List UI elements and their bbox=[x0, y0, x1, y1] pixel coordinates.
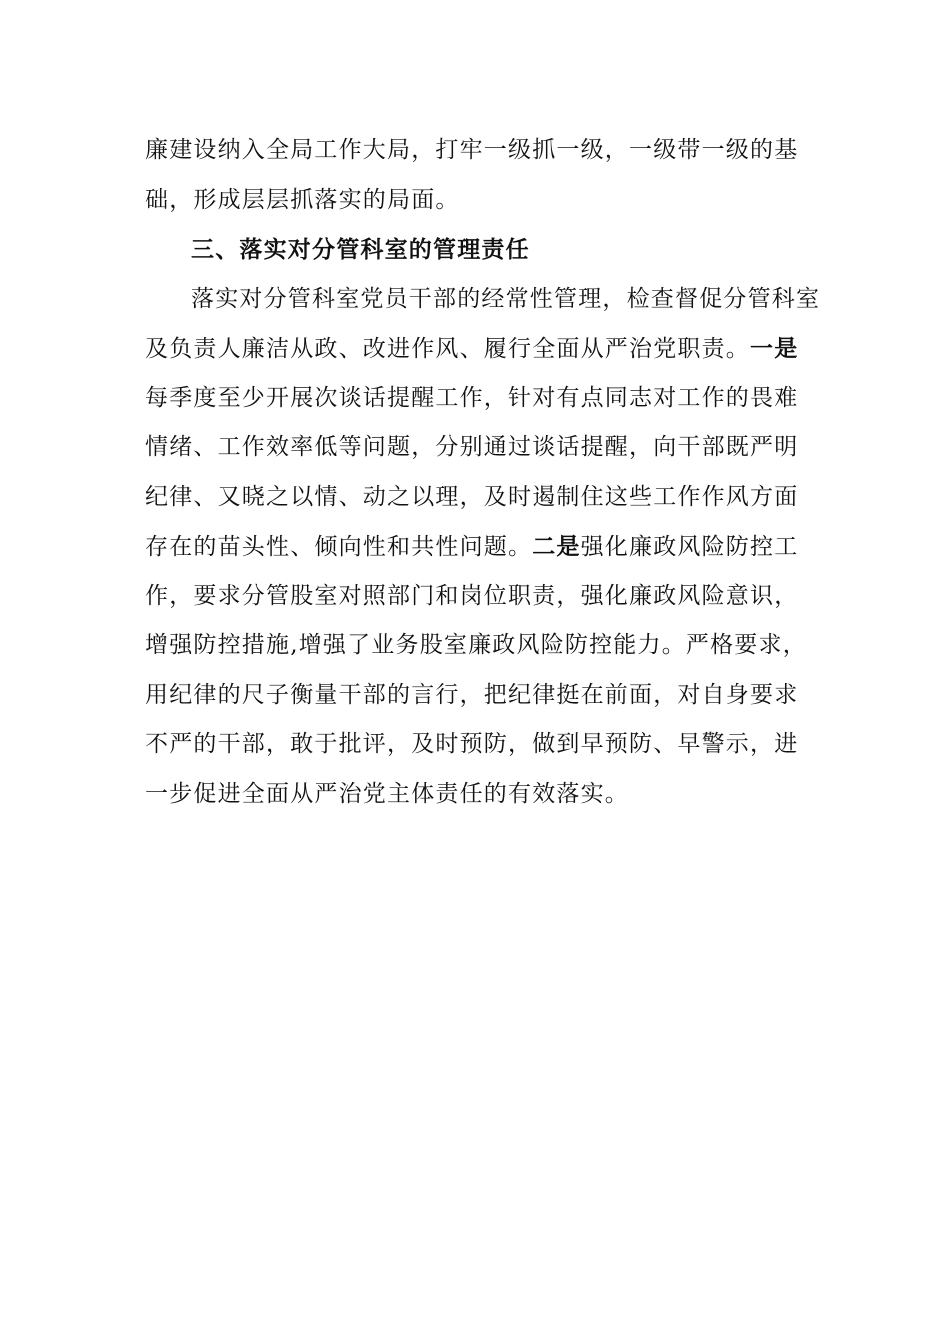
paragraph-text: 用纪律的尺子衡量干部的言行，把纪律挺在前面，对自身要求 bbox=[145, 681, 799, 708]
paragraph-text: 一步促进全面从严治党主体责任的有效落实。 bbox=[145, 780, 629, 807]
section-paragraph bbox=[145, 275, 821, 820]
section-heading: 三、落实对分管科室的管理责任 bbox=[191, 236, 530, 263]
paragraph-line bbox=[145, 572, 805, 622]
emphasis-text: 二是 bbox=[532, 533, 581, 560]
paragraph-line bbox=[145, 522, 805, 572]
paragraph-text: 纪律、又晓之以情、动之以理，及时遏制住这些工作作风方面 bbox=[145, 483, 799, 510]
paragraph-text: 增强防控措施,增强了业务股室廉政风险防控能力。严格要求， bbox=[145, 632, 807, 658]
paragraph-line bbox=[145, 720, 805, 770]
paragraph-text: 作，要求分管股室对照部门和岗位职责，强化廉政风险意识， bbox=[145, 582, 799, 609]
paragraph-line bbox=[145, 770, 805, 820]
paragraph-text: 及负责人廉洁从政、改进作风、履行全面从严治党职责。 bbox=[145, 336, 750, 362]
paragraph-line bbox=[145, 374, 805, 424]
continuation-line: 廉建设纳入全局工作大局，打牢一级抓一级，一级带一级的基 bbox=[145, 137, 799, 163]
continuation-line: 础，形成层层抓落实的局面。 bbox=[145, 186, 460, 213]
paragraph-text: 强化廉政风险防控工 bbox=[580, 534, 799, 560]
paragraph-line bbox=[145, 324, 805, 374]
paragraph-text: 落实对分管科室党员干部的经常性管理，检查督促分管科室 bbox=[191, 285, 821, 312]
paragraph-line bbox=[145, 671, 805, 721]
paragraph-text: 情绪、工作效率低等问题，分别通过谈话提醒，向干部既严明 bbox=[145, 434, 799, 460]
paragraph-text: 每季度至少开展次谈话提醒工作，针对有点同志对工作的畏难 bbox=[145, 384, 799, 411]
paragraph-line bbox=[145, 621, 805, 671]
emphasis-text: 一是 bbox=[750, 335, 799, 362]
paragraph-line bbox=[145, 423, 805, 473]
paragraph-line bbox=[145, 275, 821, 325]
paragraph-text: 存在的苗头性、倾向性和共性问题。 bbox=[145, 534, 533, 560]
paragraph-line bbox=[145, 473, 805, 523]
paragraph-text: 不严的干部，敢于批评，及时预防，做到早预防、早警示，进 bbox=[145, 731, 799, 757]
document-body bbox=[145, 126, 821, 819]
